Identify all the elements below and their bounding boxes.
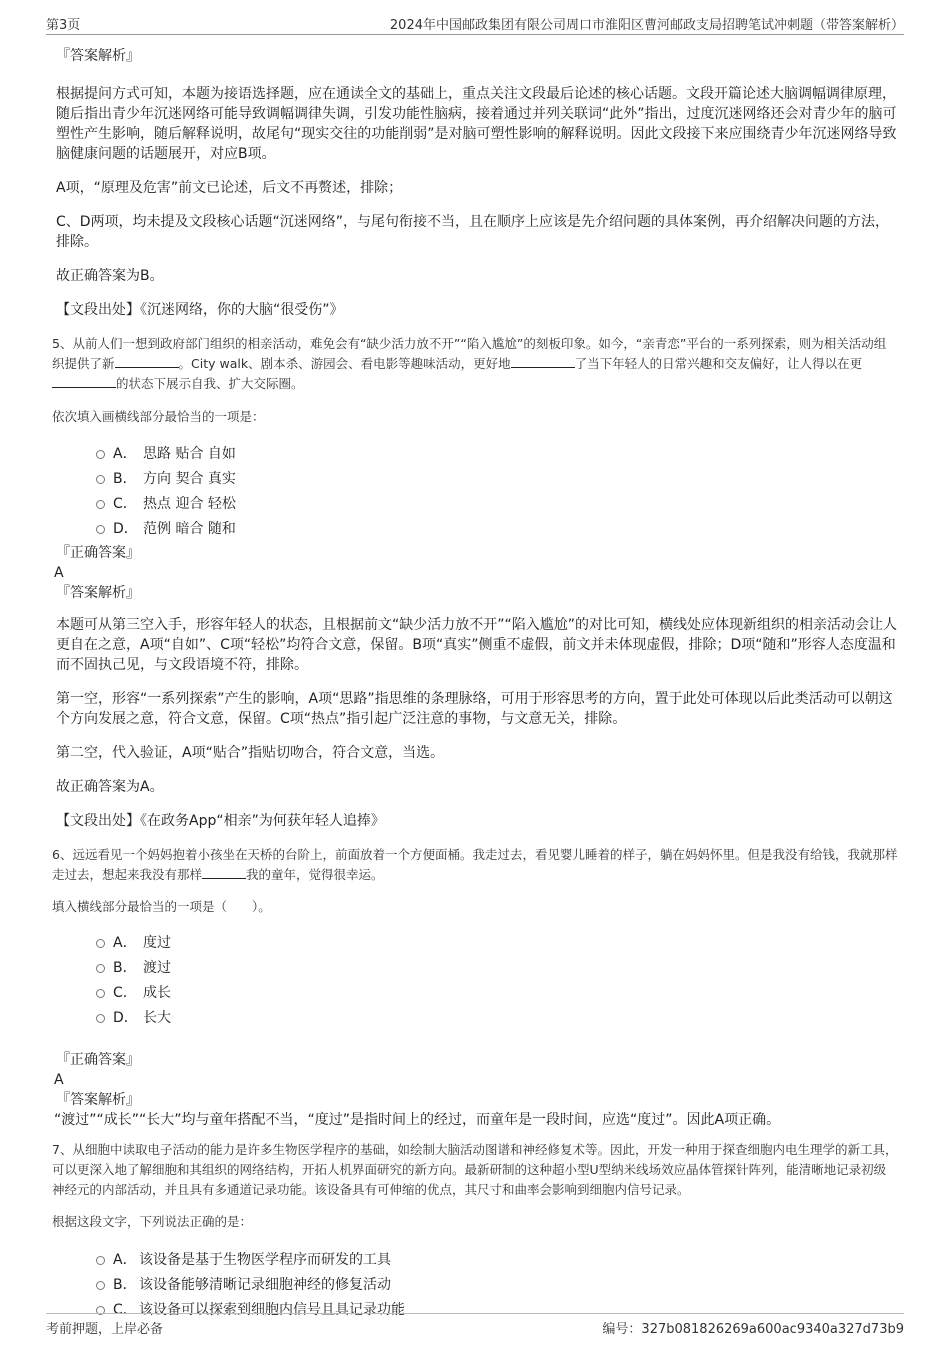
- radio-icon[interactable]: [96, 1014, 105, 1023]
- option-b[interactable]: B． 方向 契合 真实: [96, 466, 898, 491]
- fill-blank: [202, 866, 246, 879]
- answer-statement: 故正确答案为A。: [56, 778, 164, 795]
- radio-icon[interactable]: [96, 1256, 105, 1265]
- fill-blank: [511, 355, 575, 368]
- radio-icon[interactable]: [96, 964, 105, 973]
- radio-icon[interactable]: [96, 525, 105, 534]
- correct-answer: A: [54, 1071, 64, 1088]
- page-header: [46, 12, 904, 35]
- analysis-paragraph: A项，“原理及危害”前文已论述，后文不再赘述，排除；: [56, 180, 403, 196]
- option-c[interactable]: C． 热点 迎合 轻松: [96, 491, 898, 516]
- analysis-label: 『答案解析』: [56, 48, 140, 64]
- option-a[interactable]: A． 度过: [96, 930, 898, 955]
- radio-icon[interactable]: [96, 450, 105, 459]
- question-stem: 7、从细胞中读取电子活动的能力是许多生物医学程序的基础，如绘制大脑活动图谱和神经修复术等。因此，开发一种用于探查细胞内电生理学的新工具，可以更深入地了解细胞和其组织的网络结构，开拓人机界面研究的新方向。最新研制的这种超小型U型纳米线场效应晶体管探针阵列，能清晰地记录初级神经元的内部活动，并且具有多通道记录功能。该设备具有可伸缩的优点，其尺寸和曲率会影响到细胞内信号记录。: [52, 1141, 898, 1197]
- option-c[interactable]: C． 成长: [96, 980, 898, 1005]
- footer-slogan: 考前押题，上岸必备: [46, 1322, 164, 1337]
- analysis-label: 『答案解析』: [56, 1091, 140, 1108]
- option-d[interactable]: D． 范例 暗合 随和: [96, 516, 898, 541]
- radio-icon[interactable]: [96, 1281, 105, 1290]
- option-b[interactable]: B． 该设备能够清晰记录细胞神经的修复活动: [96, 1271, 898, 1296]
- option-d[interactable]: D． 长大: [96, 1005, 898, 1030]
- radio-icon[interactable]: [96, 939, 105, 948]
- question-stem: 6、远远看见一个妈妈抱着小孩坐在天桥的台阶上，前面放着一个方便面桶。我走过去，看见婴儿睡着的样子，躺在妈妈怀里。但是我没有给钱，我就那样走过去，想起来我没有那样 我的童年，觉得很幸运。: [52, 846, 898, 882]
- analysis-paragraph: 根据提问方式可知，本题为接语选择题，应在通读全文的基础上，重点关注文段最后论述的核心话题。文段开篇论述大脑调幅调律原理，随后指出青少年沉迷网络可能导致调幅调律失调，引发功能性脑病，接着通过并列关联词“此外”指出，过度沉迷网络还会对青少年的脑可塑性产生影响，随后解释说明，故尾句“现实交往的功能削弱”是对脑可塑性影响的解释说明。因此文段接下来应围绕青少年沉迷网络导致脑健康问题的话题展开，对应B项。: [56, 86, 897, 162]
- source-citation: 【文段出处】《沉迷网络，你的大脑“很受伤”》: [56, 302, 344, 318]
- analysis-paragraph: 本题可从第三空入手，形容年轻人的状态，且根据前文“缺少活力放不开”“陷入尴尬”的对比可知，横线处应体现新组织的相亲活动会让人更自在之意，A项“自如”、C项“轻松”均符合文意，保留。B项“真实”侧重不虚假，前文并未体现虚假，排除；D项“随和”形容人态度温和而不固执己见，与文段语境不符，排除。: [56, 616, 898, 673]
- question-prompt: 依次填入画横线部分最恰当的一项是：: [52, 408, 265, 424]
- fill-blank: [52, 375, 116, 388]
- document-title: 2024年中国邮政集团有限公司周口市淮阳区曹河邮政支局招聘笔试冲刺题（带答案解析）: [389, 18, 904, 33]
- page-footer: [46, 1313, 904, 1336]
- analysis-paragraph: 第二空，代入验证，A项“贴合”指贴切吻合，符合文意，当选。: [56, 744, 445, 761]
- option-a[interactable]: A． 该设备是基于生物医学程序而研发的工具: [96, 1246, 898, 1271]
- option-b[interactable]: B． 渡过: [96, 955, 898, 980]
- options-list: [96, 441, 898, 541]
- correct-answer: A: [54, 564, 64, 581]
- options-list: [96, 1246, 898, 1321]
- question-stem: 5、从前人们一想到政府部门组织的相亲活动，难免会有“缺少活力放不开”“陷入尴尬”的刻板印象。如今，“亲青恋”平台的一系列探索，则为相关活动组织提供了新 。City walk、剧本杀、游园会、看电影等趣味活动，更好地 了当下年轻人的日常兴趣和交友偏好，让人得以在更的状态下展示自我、扩大交际圈。: [52, 336, 887, 391]
- answer-statement: 故正确答案为B。: [56, 268, 164, 284]
- fill-blank: [115, 355, 179, 368]
- analysis-paragraph: 第一空，形容“一系列探索”产生的影响，A项“思路”指思维的条理脉络，可用于形容思考的方向，置于此处可体现以后此类活动可以朝这个方向发展之意，符合文意，保留。C项“热点”指引起广泛注意的事物，与文意无关，排除。: [56, 690, 893, 727]
- correct-answer-label: 『正确答案』: [56, 1051, 140, 1068]
- analysis-paragraph: “渡过”“成长”“长大”均与童年搭配不当，“度过”是指时间上的经过，而童年是一段时间，应选“度过”。因此A项正确。: [54, 1111, 781, 1128]
- correct-answer-label: 『正确答案』: [56, 544, 140, 561]
- analysis-label: 『答案解析』: [56, 584, 140, 601]
- option-a[interactable]: A． 思路 贴合 自如: [96, 441, 898, 466]
- question-prompt: 填入横线部分最恰当的一项是（ ）。: [52, 899, 271, 914]
- analysis-paragraph: C、D两项，均未提及文段核心话题“沉迷网络”，与尾句衔接不当，且在顺序上应该是先介绍问题的具体案例，再介绍解决问题的方法，排除。: [56, 214, 890, 250]
- option-c[interactable]: C． 该设备可以探索到细胞内信号且具记录功能: [96, 1296, 898, 1321]
- radio-icon[interactable]: [96, 475, 105, 484]
- options-list: [96, 930, 898, 1030]
- question-prompt: 根据这段文字，下列说法正确的是：: [52, 1214, 253, 1229]
- radio-icon[interactable]: [96, 500, 105, 509]
- document-id: 编号：327b081826269a600ac9340a327d73b9: [602, 1322, 904, 1337]
- radio-icon[interactable]: [96, 989, 105, 998]
- page-content: [52, 42, 898, 1321]
- page-number: 第3页: [46, 18, 81, 33]
- source-citation: 【文段出处】《在政务App“相亲”为何获年轻人追捧》: [56, 812, 385, 829]
